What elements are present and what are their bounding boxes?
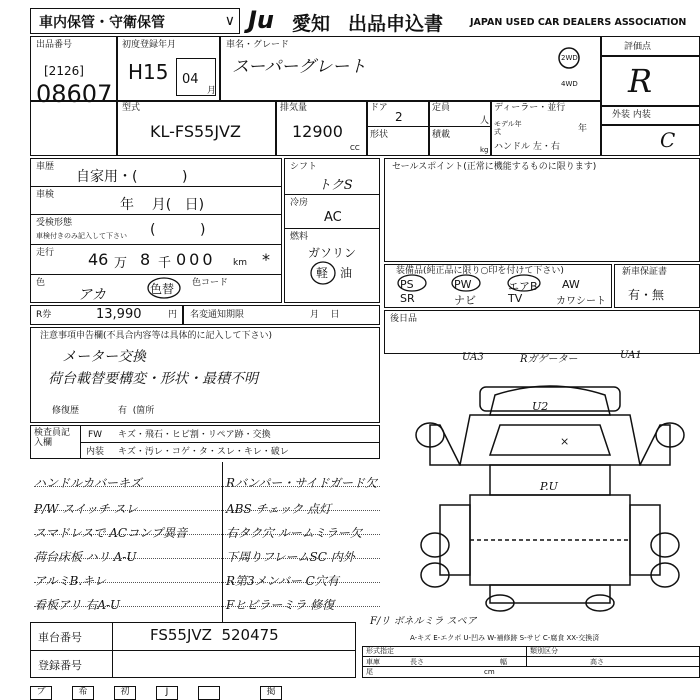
remark-item: アルミB.キレ — [34, 574, 107, 588]
fuel-label: 燃料 — [290, 232, 309, 242]
footer-tag: 掲 — [260, 686, 282, 700]
remark-item: P/W スイッチ スレ — [34, 502, 138, 516]
name-change-unit: 月 日 — [310, 310, 340, 320]
history-value: 自家用・( ) — [76, 169, 188, 185]
drive-4wd: 4WD — [561, 80, 578, 88]
cc-unit: CC — [350, 144, 360, 152]
reg-no-label: 登録番号 — [38, 659, 82, 672]
listing-no-label: 出品番号 — [36, 40, 73, 50]
fuel-value: ガソリン — [308, 246, 357, 260]
interior-label: 内装 — [86, 447, 105, 457]
remark-item: Rバンパー・サイドガード欠 — [226, 476, 377, 490]
remark-item: 下周りフレームSC 内外 — [226, 550, 355, 564]
color-change: 色替 — [150, 282, 175, 296]
inspector-label: 検査員記入欄 — [34, 428, 71, 448]
notes-label: 注意事項申告欄(不具合内容等は具体的に記入して下さい) — [40, 331, 273, 341]
notes-line-1: メーター交換 — [62, 349, 146, 365]
remark-item: 荷台床板 ハリ A-U — [34, 550, 137, 564]
transfer-value: ( ) — [150, 222, 206, 238]
diagram-label-bed: P.U — [540, 480, 558, 493]
remark-item: 右タク穴 ルームミラー欠 — [226, 526, 362, 540]
diagram-label-front-right: UA1 — [620, 350, 642, 361]
doors-label: ドア — [370, 103, 388, 113]
first-reg-month: 04 — [182, 72, 199, 87]
mileage-star: * — [262, 250, 270, 269]
repair-label: 修復歴 — [52, 406, 80, 416]
diagram-label-mark: × — [560, 435, 570, 448]
interior-items: キズ・汚レ・コゲ・タ・スレ・キレ・破レ — [118, 447, 289, 457]
check-mark-icon: ∨ — [224, 13, 235, 29]
postscript-box — [384, 310, 700, 354]
circle-mark-icon — [388, 274, 618, 294]
diagram-legend: A-キズ E-エクボ U-凹み W-補修跡 S-サビ C-腐食 XX-交換済 — [410, 634, 600, 642]
drive-2wd: 2WD — [561, 54, 578, 62]
remark-item: スマドレスで ACコンプ異音 — [34, 526, 188, 540]
mileage-sen: 8 — [140, 250, 151, 269]
history-label: 車歴 — [36, 162, 55, 172]
first-reg-year: H15 — [128, 60, 169, 84]
shift-value: トクS — [318, 178, 353, 193]
equip-sr: SR — [400, 292, 415, 305]
remark-item: 看板アリ 右A-U — [34, 598, 121, 612]
form-label: 形式指定 — [366, 647, 394, 655]
dealer-import: ディーラー・並行 — [494, 103, 566, 113]
mileage-rest: 000 — [176, 250, 216, 269]
height-label: 高さ — [590, 658, 604, 666]
recycle-value: 13,990 — [96, 307, 142, 322]
equip-aw: AW — [562, 278, 580, 291]
mileage-unit: km — [233, 258, 247, 268]
storage-box — [30, 8, 240, 34]
remark-item: R第3メンバー C穴有 — [226, 574, 339, 588]
first-reg-label: 初度登録年月 — [122, 40, 177, 50]
transfer-label: 受検形態 — [36, 218, 73, 228]
fuel-alt: 軽 — [316, 266, 329, 280]
shift-label: シフト — [290, 162, 318, 172]
mileage-label: 走行 — [36, 248, 55, 258]
circle-mark-icon — [308, 258, 338, 288]
equip-pw: PW — [454, 278, 472, 291]
load-unit: kg — [480, 146, 489, 154]
year-unit: 年 — [578, 124, 588, 134]
name-change-label: 名変通知期限 — [190, 310, 245, 320]
equip-tv: TV — [508, 292, 523, 305]
inspection-label: 車検 — [36, 190, 55, 200]
recycle-unit: 円 — [168, 310, 178, 320]
fuel-alt2: 油 — [340, 266, 353, 280]
equip-seat: カワシート — [556, 296, 606, 307]
footer-tag — [198, 686, 220, 700]
ac-label: 冷房 — [290, 198, 309, 208]
capacity-label: 定員 — [432, 103, 451, 113]
car-name: スーパーグレート — [232, 57, 367, 77]
ju-logo: Ju — [248, 6, 275, 34]
remark-item: Fヒビラーミラ 修復 — [226, 598, 335, 612]
displacement-value: 12900 — [292, 122, 343, 141]
diagram-label-roof: U2 — [532, 400, 549, 413]
model-value: KL-FS55JVZ — [150, 122, 241, 141]
circle-mark-icon — [556, 45, 582, 71]
listing-code: [2126] — [44, 64, 84, 78]
circle-mark-icon — [146, 276, 182, 300]
sales-point-box — [384, 158, 700, 262]
shape-label: 形状 — [370, 130, 389, 140]
fw-items: キズ・飛石・ヒビ割・リペア跡・交換 — [118, 430, 271, 440]
chassis-label: 車台番号 — [38, 631, 82, 644]
form-title: 出品申込書 — [348, 13, 444, 35]
storage-label: 車内保管・守衛保管 — [39, 15, 165, 31]
footer-tags — [30, 684, 330, 700]
interior-grade: C — [660, 128, 676, 152]
equip-airbag: エアB — [508, 280, 538, 293]
ac-value: AC — [324, 210, 342, 225]
inspection-value: 年 月( 日) — [120, 197, 205, 213]
warranty-label: 新車保証書 — [622, 267, 668, 277]
repair-value: 有 (箇所 — [118, 406, 155, 416]
diagram-label-front-center: Rガゲーター — [520, 354, 578, 365]
month-unit: 月 — [207, 86, 217, 96]
width-label: 幅 — [500, 658, 507, 666]
remark-item: F/リ ボネルミラ スペア — [370, 616, 477, 627]
fw-label: FW — [88, 430, 103, 440]
sales-point-label: セールスポイント(正常に機能するものに限ります) — [392, 162, 597, 172]
footer-tag: ブ — [30, 686, 52, 700]
footer-tag: 希 — [72, 686, 94, 700]
postscript-label: 後日品 — [390, 314, 418, 324]
chassis-number: FS55JVZ 520475 — [150, 626, 279, 644]
brand-name: 愛知 — [292, 13, 331, 35]
color-label: 色 — [36, 278, 46, 288]
grade-value: R — [628, 62, 653, 100]
cm-unit: cm — [484, 668, 495, 676]
ext-int-label: 外装 内装 — [612, 110, 651, 120]
car-name-label: 車名・グレード — [226, 40, 290, 50]
cabin-label: 車庫 — [366, 658, 380, 666]
mileage-man: 46 — [88, 250, 109, 269]
handle-label: ハンドル 左・右 — [494, 142, 560, 152]
remark-item: ハンドルカバーキズ — [34, 476, 142, 490]
doors-value: 2 — [395, 110, 403, 124]
load-label: 積載 — [432, 130, 451, 140]
equip-navi: ナビ — [454, 294, 476, 307]
mileage-sen-unit: 千 — [158, 256, 172, 271]
notes-line-2: 荷台載替要構変・形状・最積不明 — [48, 371, 258, 387]
remark-item: ABS チェック 点灯 — [226, 502, 331, 516]
color-code-label: 色コード — [192, 278, 229, 288]
mileage-man-unit: 万 — [114, 256, 128, 271]
model-year: モデル年式 — [494, 120, 522, 136]
capacity-unit: 人 — [480, 116, 490, 126]
length-label: 長さ — [410, 658, 424, 666]
recycle-label: R券 — [36, 310, 52, 320]
diagram-label-front-left: UA3 — [462, 352, 484, 363]
color-value: アカ — [78, 287, 106, 303]
transfer-note: 車検付きのみ記入して下さい — [36, 232, 127, 240]
class-label: 類別区分 — [530, 647, 558, 655]
equipment-label: 装備品(純正品に限り○印を付けて下さい) — [396, 266, 564, 276]
warranty-value: 有・無 — [628, 288, 665, 302]
model-label: 型式 — [122, 103, 141, 113]
equip-ps: PS — [400, 278, 414, 291]
footer-tag: 初 — [114, 686, 136, 700]
footer-tag: J — [156, 686, 178, 700]
grade-label: 評価点 — [624, 42, 652, 52]
displacement-label: 排気量 — [280, 103, 308, 113]
association-subtitle: JAPAN USED CAR DEALERS ASSOCIATION — [470, 17, 687, 28]
tail-label: 尾 — [366, 668, 373, 676]
listing-number: 08607 — [36, 80, 113, 108]
